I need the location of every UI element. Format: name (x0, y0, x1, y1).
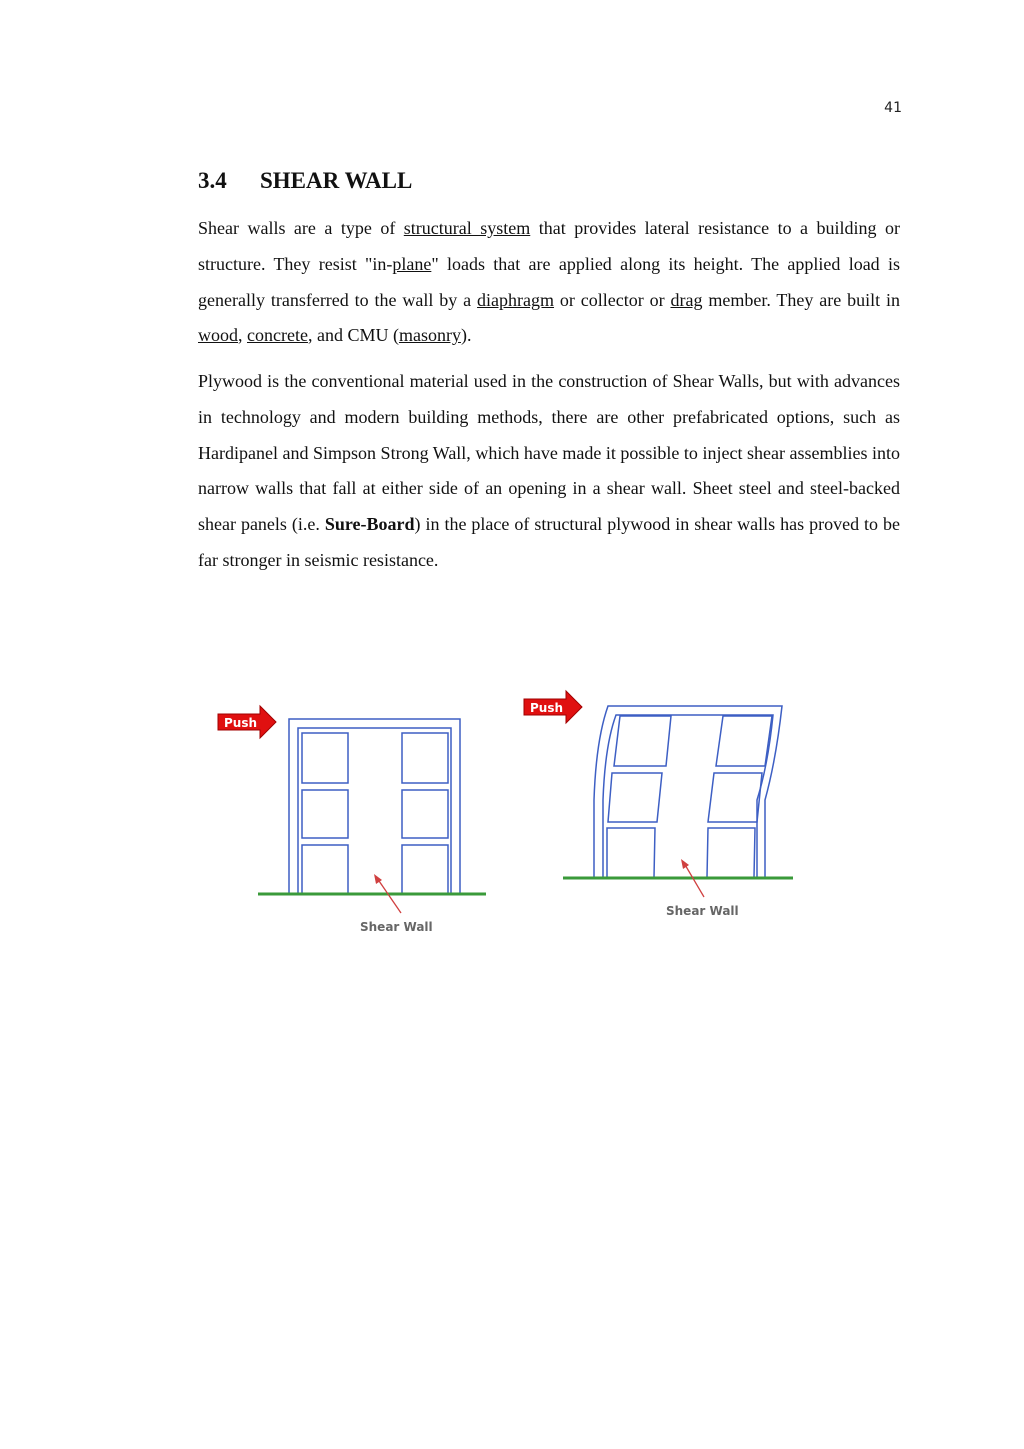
window (708, 773, 762, 822)
link-wood[interactable]: wood (198, 325, 238, 346)
building-inner-outline (603, 715, 773, 877)
push-label: Push (530, 701, 564, 715)
push-label: Push (224, 716, 258, 730)
text-run: member. They are built in (702, 289, 900, 310)
page-number: 41 (884, 100, 902, 116)
text-run: ). (460, 325, 472, 346)
window (402, 790, 448, 838)
window (302, 733, 348, 783)
window (402, 733, 448, 783)
push-arrow (218, 706, 276, 738)
bold-term-sure-board: Sure-Board (324, 514, 415, 535)
window (716, 716, 772, 766)
window (608, 773, 662, 822)
text-run: " loads that are applied along its height. The applied load is generally transferred to the wall by a (198, 253, 900, 310)
text-run: , and CMU ( (307, 325, 399, 346)
link-concrete[interactable]: concrete (247, 325, 308, 346)
link-diaphragm[interactable]: diaphragm (477, 289, 555, 310)
text-run: that provides lateral resistance to a building or structure. They resist "in- (198, 218, 900, 274)
upright-building (289, 719, 460, 893)
building-outline (289, 719, 460, 893)
push-arrow (524, 691, 582, 723)
window (607, 828, 655, 877)
text-run: Plywood is the conventional material used in the construction of Shear Walls, but with advances in technology and modern building methods, there are other prefabricated options, such as Hardipanel and Simpson Strong Wall, which have made it possible to inject shear assemblies into narrow walls that fall at either side of an opening in a shear wall. Sheet steel and steel-backed shear panels (i.e. (198, 371, 900, 535)
shear-wall-label: Shear Wall (360, 920, 433, 934)
text-run: Shear walls are a type of (198, 218, 404, 238)
building-inner-outline (298, 728, 451, 893)
window (402, 845, 448, 893)
text-run: or collector or (554, 289, 671, 310)
window (707, 828, 755, 877)
section-number: 3.4 (198, 168, 227, 193)
shear-wall-label: Shear Wall (666, 904, 739, 918)
section-title: SHEAR WALL (260, 168, 413, 193)
link-structural-system[interactable]: structural system (403, 218, 531, 238)
text-run: ) in the place of structural plywood in shear walls has proved to be far stronger in seismic resistance. (198, 514, 900, 570)
deformed-building (594, 706, 782, 877)
link-plane[interactable]: plane (392, 253, 432, 274)
window (614, 716, 671, 766)
window (302, 845, 348, 893)
link-drag[interactable]: drag (670, 289, 703, 310)
window (302, 790, 348, 838)
text-run: , (238, 325, 247, 346)
link-masonry[interactable]: masonry (398, 325, 461, 346)
